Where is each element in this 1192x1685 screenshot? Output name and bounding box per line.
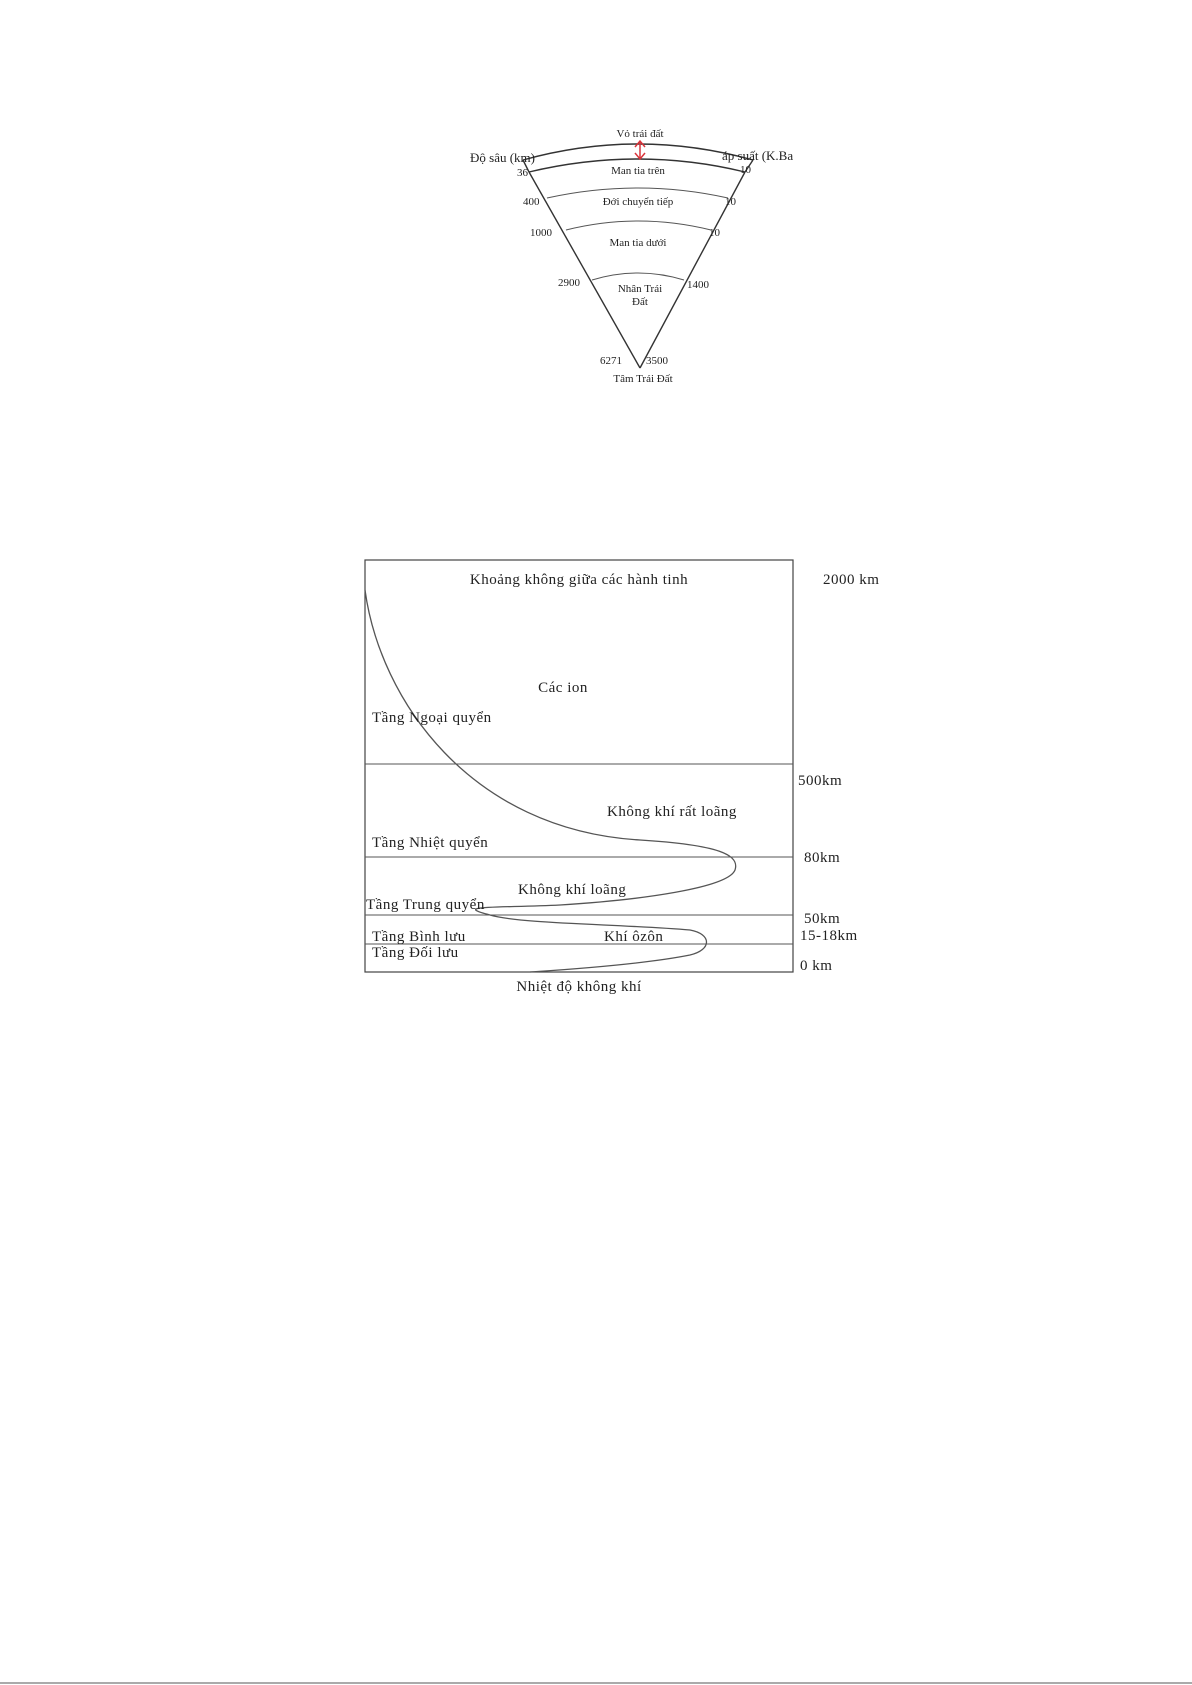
- layer-troposphere: Tầng Đối lưu: [372, 945, 459, 961]
- pressure-value: 10: [709, 227, 720, 239]
- altitude-label: 0 km: [800, 958, 833, 974]
- pressure-value: 10: [740, 164, 751, 176]
- depth-value: 2900: [558, 277, 580, 289]
- layer-exosphere: Tầng Ngoại quyển: [372, 710, 492, 726]
- depth-axis-label: Độ sâu (km): [470, 150, 535, 165]
- earth-structure-diagram: [470, 128, 793, 385]
- altitude-label: 500km: [798, 773, 843, 789]
- air-temperature-label: Nhiệt độ không khí: [516, 979, 642, 995]
- depth-value: 1000: [530, 227, 552, 239]
- center-label: Tâm Trái Đất: [613, 373, 673, 385]
- pressure-axis-label: áp suất (K.Ba: [722, 148, 794, 163]
- layer-mesosphere: Tầng Trung quyển: [366, 897, 485, 913]
- core-label-line1: Nhân Trái: [617, 283, 663, 295]
- pressure-value: 10: [725, 196, 736, 208]
- pressure-value: 3500: [646, 355, 668, 367]
- ozone-label: Khí ôzôn: [604, 929, 664, 945]
- pressure-value: 1400: [687, 279, 709, 291]
- core-label-line2: Đất: [632, 296, 648, 308]
- boundary-1000: [566, 221, 711, 230]
- depth-value: 6271: [600, 355, 622, 367]
- rare-air-label: Không khí rất loãng: [607, 804, 737, 820]
- layer-upper-mantle: Man tia trên: [611, 165, 665, 177]
- interplanetary-space-label: Khoảng không giữa các hành tinh: [469, 572, 689, 588]
- depth-value: 400: [523, 196, 540, 208]
- layer-thermosphere: Tầng Nhiệt quyển: [372, 835, 489, 851]
- thin-air-label: Không khí loãng: [518, 882, 627, 898]
- crust-label: Vỏ trái đất: [616, 128, 664, 140]
- layer-transition-zone: Đới chuyển tiếp: [602, 196, 674, 208]
- boundary-2900: [592, 273, 684, 280]
- altitude-label: 80km: [804, 850, 841, 866]
- altitude-label: 15-18km: [800, 928, 858, 944]
- altitude-label: 2000 km: [823, 572, 880, 588]
- atmosphere-layers-diagram: [365, 560, 879, 995]
- layer-lower-mantle: Man tia dưới: [609, 237, 667, 249]
- ions-label: Các ion: [538, 680, 588, 696]
- depth-value: 36: [517, 167, 528, 179]
- layer-stratosphere: Tầng Bình lưu: [372, 929, 466, 945]
- altitude-label: 50km: [804, 911, 841, 927]
